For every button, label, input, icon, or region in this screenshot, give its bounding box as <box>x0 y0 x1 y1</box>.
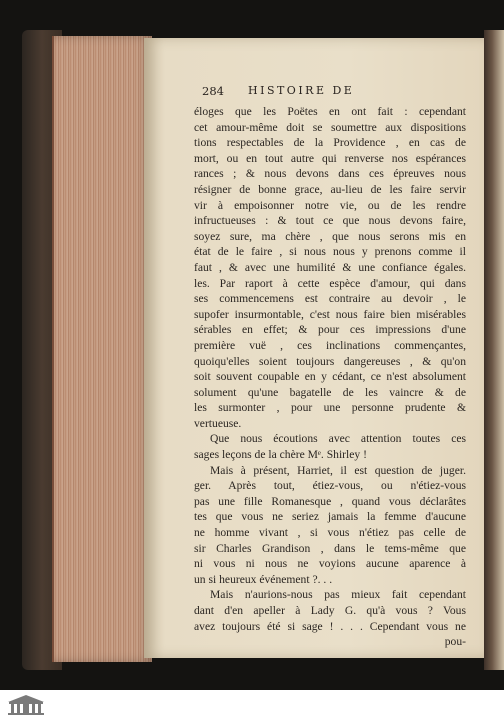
text-line: solument qu'une bagatelle de les vaincre & de <box>194 385 466 399</box>
text-line: Que nous écoutions avec attention toutes ces <box>210 432 466 446</box>
text-line: vertueuse. <box>194 416 242 430</box>
text-line: pou- <box>444 635 466 649</box>
text-line: éloges que les Poëtes en ont fait : cependant <box>194 105 466 118</box>
text-line: un si heureux événement ?. . . <box>194 572 333 586</box>
text-line: Mais n'aurions-nous pas mieux fait cependant <box>210 588 466 602</box>
text-line: ne homme vivant , si vous n'étiez pas celle de <box>194 526 466 540</box>
text-line: avez toujours été si sage ! . . . Cependant vous ne <box>194 619 466 633</box>
page-header <box>202 84 472 100</box>
text-line: quoiqu'elles soient toujours dangereuses , & qu'on <box>194 354 466 368</box>
text-line: tes que vous ne seriez jamais la femme d'aucune <box>194 510 466 524</box>
page-edges <box>52 36 152 662</box>
text-line: cet amour-même doit se soumettre aux dispositions <box>194 120 466 134</box>
text-line: pas une fille Romanesque , quand vous déclarâtes <box>194 494 466 508</box>
text-line: Mais à présent, Harriet, il est question de juger. <box>210 463 466 477</box>
text-line: état de le faire , si nous nous y prenons comme il <box>194 245 466 259</box>
text-line: les. Par raport à cette espèce d'amour, qui dans <box>194 276 466 290</box>
text-line: sérables en effet; & pour ces impressions d'une <box>194 323 466 337</box>
text-line: ger. Après tout, étiez-vous, ou n'étiez-vous <box>194 479 466 493</box>
building-logo-icon <box>4 692 48 716</box>
text-line: première vuë , ces inclinations commençantes, <box>194 338 466 352</box>
text-line: sir Charles Grandison , dans le tems-même que <box>194 541 466 555</box>
text-line: les surmonter , pour une personne prudente & <box>194 401 466 415</box>
text-line: ses commencemens est contraire au devoir , le <box>194 292 466 306</box>
text-line: résigner de bonne grace, au-lieu de les faire servir <box>194 182 466 196</box>
body-text <box>194 104 466 650</box>
viewer-bottom-bar <box>0 690 504 719</box>
text-line: faut , & avec une humilité & une confiance égales. <box>194 260 466 274</box>
text-line: ni vous ni nous ne voyions aucune aparence à <box>194 557 466 571</box>
text-line: supofer insurmontable, c'est nous faire bien misérables <box>194 307 466 321</box>
text-line: dant d'en apeller à Lady G. qu'à vous ? Vous <box>194 604 466 617</box>
page-number: 284 <box>202 84 224 98</box>
text-line: infructueuses : & tout ce que nous devons faire, <box>194 214 466 228</box>
text-line: vir à empoisonner notre vie, ou de les rendre <box>194 198 466 212</box>
facing-page-edge <box>484 30 504 670</box>
text-line: soit souvent coupable en y cédant, ce n'est absolument <box>194 370 466 384</box>
text-line: sages leçons de la chère Mᵉ. Shirley ! <box>194 448 367 462</box>
text-line: mort, ou en tout autre qui renverse nos espérances <box>194 151 466 165</box>
running-title: HISTOIRE DE <box>248 84 355 97</box>
text-line: soyez sure, ma chère , que nous serons mis en <box>194 229 466 243</box>
text-line: tions respectables de la Providence , en cas de <box>194 136 466 150</box>
text-line: rances ; & nous devons dans ces épreuves nous <box>194 167 466 181</box>
